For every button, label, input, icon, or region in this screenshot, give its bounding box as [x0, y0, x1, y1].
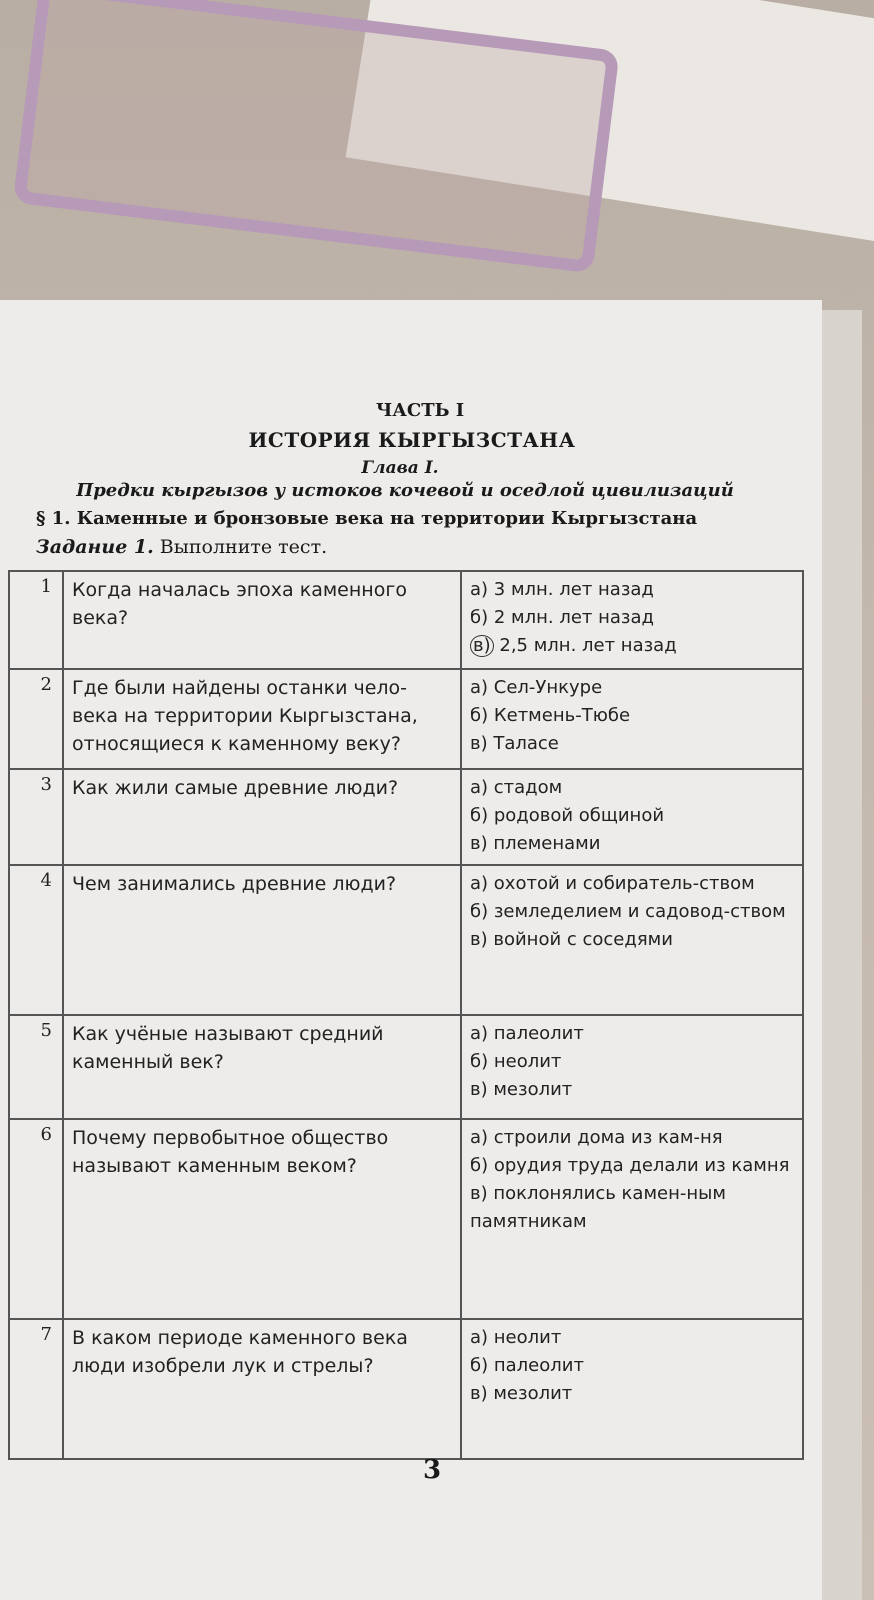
- task-text: Выполните тест.: [159, 536, 328, 558]
- option-a: а) стадом: [470, 777, 563, 798]
- question-number: 2: [9, 669, 63, 769]
- option-a: а) неолит: [470, 1327, 562, 1348]
- option-c: в) мезолит: [470, 1079, 573, 1100]
- task-line: [36, 536, 327, 558]
- table-row: [9, 769, 803, 865]
- table-row: [9, 669, 803, 769]
- table-row: [9, 1319, 803, 1459]
- question-number: 7: [9, 1319, 63, 1459]
- option-b: б) палеолит: [470, 1355, 584, 1376]
- history-title: ИСТОРИЯ КЫРГЫЗСТАНА: [248, 428, 576, 452]
- answer-options: [461, 769, 803, 865]
- circled-answer-mark: в): [470, 635, 494, 657]
- table-row: [9, 1015, 803, 1119]
- page-number: 3: [422, 1455, 442, 1485]
- answer-options: [461, 571, 803, 669]
- question-number: 5: [9, 1015, 63, 1119]
- part-title: ЧАСТЬ I: [375, 400, 465, 421]
- option-b: б) Кетмень-Тюбе: [470, 705, 631, 726]
- question-text: Как жили самые древние люди?: [63, 769, 461, 865]
- question-text: Почему первобытное общество называют каменным веком?: [63, 1119, 461, 1319]
- option-a: а) строили дома из кам-ня: [470, 1127, 723, 1148]
- page-edge: [822, 310, 862, 1600]
- question-number: 4: [9, 865, 63, 1015]
- question-text: Как учёные называют средний каменный век?: [63, 1015, 461, 1119]
- question-number: 3: [9, 769, 63, 865]
- option-c: в) мезолит: [470, 1383, 573, 1404]
- question-number: 1: [9, 571, 63, 669]
- option-c: в) Таласе: [470, 733, 559, 754]
- answer-options: [461, 865, 803, 1015]
- answer-options: [461, 1119, 803, 1319]
- test-table: [8, 570, 804, 1460]
- background-tray: [13, 0, 620, 274]
- option-c: в) племенами: [470, 833, 601, 854]
- question-text: Чем занимались древние люди?: [63, 865, 461, 1015]
- question-text: В каком периоде каменного века люди изобрели лук и стрелы?: [63, 1319, 461, 1459]
- table-row: [9, 865, 803, 1015]
- option-b: б) родовой общиной: [470, 805, 665, 826]
- answer-options: [461, 669, 803, 769]
- chapter-subtitle: Предки кыргызов у истоков кочевой и оседлой цивилизаций: [76, 480, 734, 501]
- question-text: Где были найдены останки чело-века на территории Кыргызстана, относящиеся к каменному веку?: [63, 669, 461, 769]
- option-c: в) поклонялись камен-ным памятникам: [470, 1183, 726, 1232]
- chapter-title: Глава I.: [361, 458, 439, 478]
- table-row: [9, 571, 803, 669]
- option-b: б) 2 млн. лет назад: [470, 607, 654, 628]
- option-b: б) земледелием и садовод-ством: [470, 901, 786, 922]
- option-c-text: 2,5 млн. лет назад: [499, 635, 677, 656]
- section-title: § 1. Каменные и бронзовые века на территории Кыргызстана: [36, 508, 698, 529]
- option-a: а) палеолит: [470, 1023, 584, 1044]
- option-c: в) войной с соседями: [470, 929, 673, 950]
- answer-options: [461, 1015, 803, 1119]
- question-number: 6: [9, 1119, 63, 1319]
- option-b: б) орудия труда делали из камня: [470, 1155, 790, 1176]
- option-a: а) Сел-Ункуре: [470, 677, 603, 698]
- option-a: а) охотой и собиратель-ством: [470, 873, 755, 894]
- option-c: [470, 632, 794, 660]
- answer-options: [461, 1319, 803, 1459]
- option-a: а) 3 млн. лет назад: [470, 579, 654, 600]
- task-label: Задание 1.: [36, 536, 154, 558]
- option-b: б) неолит: [470, 1051, 562, 1072]
- table-row: [9, 1119, 803, 1319]
- question-text: Когда началась эпоха каменного века?: [63, 571, 461, 669]
